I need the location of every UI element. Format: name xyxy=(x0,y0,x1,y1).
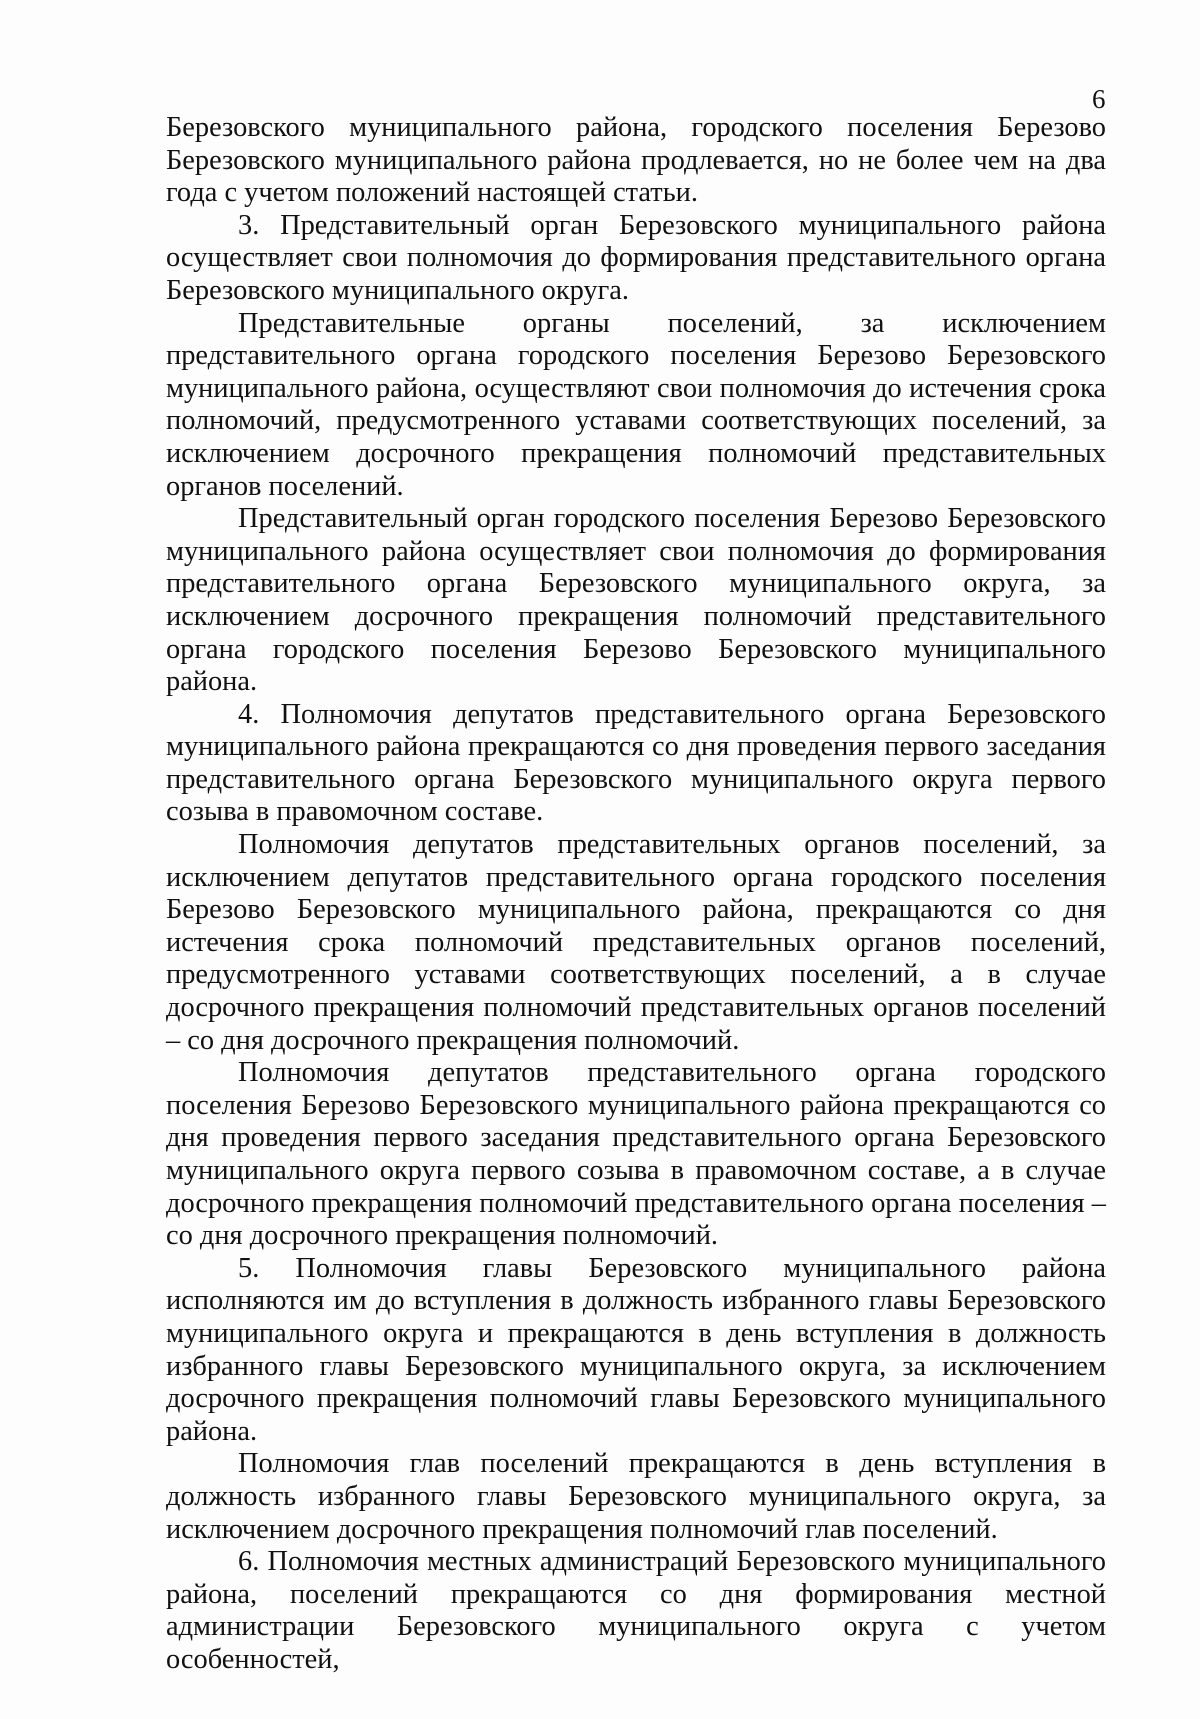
paragraph-berezovo-deputies: Полномочия депутатов представительного органа городского поселения Березово Березовского муниципального района прекращаются со дня проведения первого заседания представительного органа Березовского муниципального округа первого созыва в правомочном составе, а в случае досрочного прекращения полномочий представительного органа поселения – со дня досрочного прекращения полномочий. xyxy=(166,1057,1106,1252)
paragraph-item-5: 5. Полномочия главы Березовского муниципального района исполняются им до вступления в должность избранного главы Березовского муниципального округа и прекращаются в день вступления в должность избранного главы Березовского муниципального округа, за исключением досрочного прекращения полномочий главы Березовского муниципального района. xyxy=(166,1252,1106,1447)
paragraph-settlement-deputies: Полномочия депутатов представительных органов поселений, за исключением депутатов представительного органа городского поселения Березово Березовского муниципального района, прекращаются со дня истечения срока полномочий представительных органов поселений, предусмотренного уставами соответствующих поселений, а в случае досрочного прекращения полномочий представительных органов поселений – со дня досрочного прекращения полномочий. xyxy=(166,829,1106,1056)
document-body xyxy=(166,112,1106,1677)
page-number: 6 xyxy=(1092,84,1106,114)
paragraph-continuation: Березовского муниципального района, городского поселения Березово Березовского муниципального района продлевается, но не более чем на два года с учетом положений настоящей статьи. xyxy=(166,112,1106,209)
paragraph-berezovo-body: Представительный орган городского поселения Березово Березовского муниципального района осуществляет свои полномочия до формирования представительного органа Березовского муниципального округа, за исключением досрочного прекращения полномочий представительного органа городского поселения Березово Березовского муниципального района. xyxy=(166,503,1106,698)
paragraph-item-3: 3. Представительный орган Березовского муниципального района осуществляет свои полномочия до формирования представительного органа Березовского муниципального округа. xyxy=(166,209,1106,306)
paragraph-item-4: 4. Полномочия депутатов представительного органа Березовского муниципального района прекращаются со дня проведения первого заседания представительного органа Березовского муниципального округа первого созыва в правомочном составе. xyxy=(166,698,1106,828)
paragraph-item-6: 6. Полномочия местных администраций Березовского муниципального района, поселений прекращаются со дня формирования местной администрации Березовского муниципального округа с учетом особенностей, xyxy=(166,1546,1106,1675)
paragraph-settlement-bodies: Представительные органы поселений, за исключением представительного органа городского поселения Березово Березовского муниципального района, осуществляют свои полномочия до истечения срока полномочий, предусмотренного уставами соответствующих поселений, за исключением досрочного прекращения полномочий представительных органов поселений. xyxy=(166,307,1106,502)
paragraph-settlement-heads: Полномочия глав поселений прекращаются в день вступления в должность избранного главы Березовского муниципального округа, за исключением досрочного прекращения полномочий глав поселений. xyxy=(166,1448,1106,1545)
